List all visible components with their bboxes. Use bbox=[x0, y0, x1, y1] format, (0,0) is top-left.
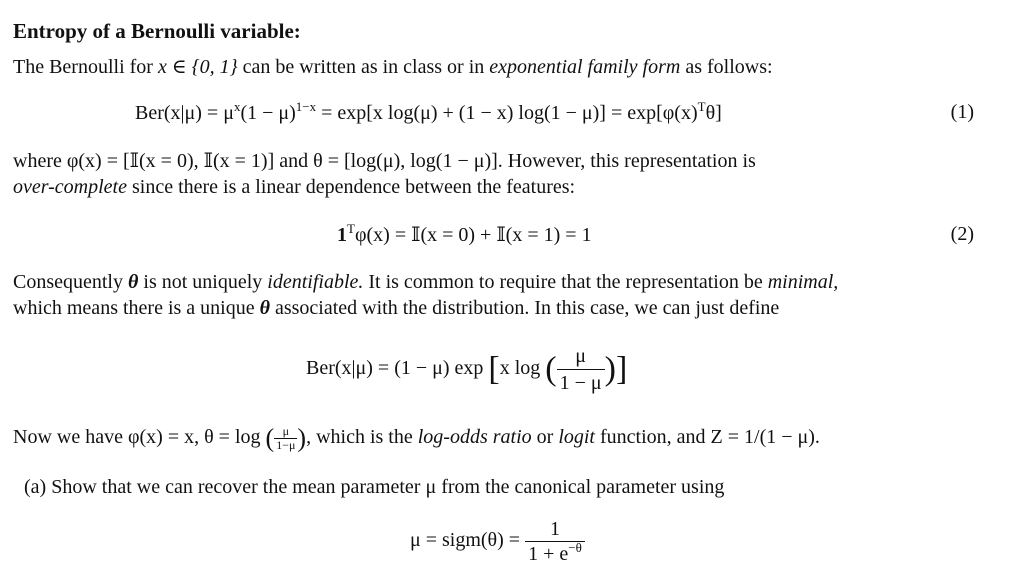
text: Consequently bbox=[13, 271, 128, 293]
frac-num: μ bbox=[575, 345, 586, 367]
intro-text: The Bernoulli for bbox=[13, 56, 158, 78]
text: , which is the bbox=[306, 426, 418, 449]
eq2-one: 1 bbox=[337, 224, 347, 246]
eq2-rest: φ(x) = 𝕀(x = 0) + 𝕀(x = 1) = 1 bbox=[354, 224, 592, 246]
eq1-end: θ] bbox=[705, 102, 722, 124]
consequently-line-2 bbox=[13, 296, 779, 320]
paren: ( bbox=[545, 350, 557, 388]
text: Now we have φ(x) = x, θ = log bbox=[13, 426, 261, 449]
eq1-sup: T bbox=[697, 99, 706, 114]
intro-math: x ∈ {0, 1} bbox=[157, 56, 238, 78]
eq3-xlog: x log bbox=[499, 357, 541, 380]
bracket: ] bbox=[615, 350, 628, 388]
frac-den bbox=[525, 541, 585, 566]
equation-1 bbox=[135, 101, 722, 125]
eq4-lhs: μ = sigm(θ) = bbox=[410, 529, 526, 552]
equation-2 bbox=[337, 223, 592, 247]
equation-3 bbox=[306, 343, 627, 396]
intro-paragraph bbox=[13, 55, 773, 79]
where-text: since there is a linear dependence between the features: bbox=[126, 176, 576, 198]
paren: ( bbox=[265, 423, 275, 453]
text: associated with the distribution. In this case, we can just define bbox=[269, 297, 780, 319]
eq1-mid: (1 − μ) bbox=[240, 102, 296, 124]
eq4-fraction bbox=[525, 517, 585, 566]
theta-symbol: θ bbox=[128, 271, 139, 293]
paren: ) bbox=[297, 423, 307, 453]
italic-text: log-odds ratio bbox=[417, 426, 532, 449]
text: which means there is a unique bbox=[13, 297, 260, 319]
text: It is common to require that the representation be bbox=[363, 271, 768, 293]
equation-number: (1) bbox=[950, 101, 974, 123]
where-line-1: where φ(x) = [𝕀(x = 0), 𝕀(x = 1)] and θ = [log(μ), log(1 − μ)]. However, this representation is bbox=[13, 150, 756, 172]
section-title: Entropy of a Bernoulli variable: bbox=[13, 19, 301, 43]
paren: ) bbox=[604, 350, 616, 388]
part-a: (a) Show that we can recover the mean parameter μ from the canonical parameter using bbox=[24, 476, 725, 498]
intro-text: can be written as in class or in bbox=[237, 56, 490, 78]
eq1-rest: = exp[x log(μ) + (1 − x) log(1 − μ)] = exp[φ(x) bbox=[316, 102, 698, 124]
italic-text: identifiable. bbox=[267, 271, 364, 293]
italic-text: logit bbox=[558, 426, 595, 449]
text: function, and Z = 1/(1 − μ). bbox=[594, 426, 820, 449]
theta-symbol: θ bbox=[259, 297, 270, 319]
frac-num: 1 bbox=[549, 518, 560, 540]
den-sup: −θ bbox=[568, 540, 582, 555]
text: or bbox=[531, 426, 559, 449]
where-line-2 bbox=[13, 175, 575, 199]
eq2-sup: T bbox=[347, 221, 355, 236]
frac-den: 1 − μ bbox=[557, 369, 605, 396]
eq1-sup: 1−x bbox=[295, 99, 317, 114]
frac-den: 1−μ bbox=[276, 438, 296, 452]
intro-italic: exponential family form bbox=[489, 56, 681, 78]
bracket: [ bbox=[488, 350, 500, 388]
text: is not uniquely bbox=[138, 271, 268, 293]
italic-text: minimal, bbox=[767, 271, 839, 293]
equation-number: (2) bbox=[950, 223, 974, 245]
now-line bbox=[13, 425, 820, 452]
frac-num: μ bbox=[282, 424, 290, 438]
den-text: 1 + e bbox=[528, 543, 569, 565]
intro-text: as follows: bbox=[680, 56, 773, 78]
consequently-line-1 bbox=[13, 270, 838, 294]
equation-4 bbox=[410, 517, 585, 566]
eq3-lhs: Ber(x|μ) = (1 − μ) exp bbox=[306, 357, 484, 380]
eq3-fraction bbox=[557, 343, 605, 396]
eq1-sup: x bbox=[233, 99, 241, 114]
where-italic: over-complete bbox=[13, 176, 127, 198]
now-fraction bbox=[274, 425, 297, 452]
eq1-lhs: Ber(x|μ) = μ bbox=[135, 102, 234, 124]
